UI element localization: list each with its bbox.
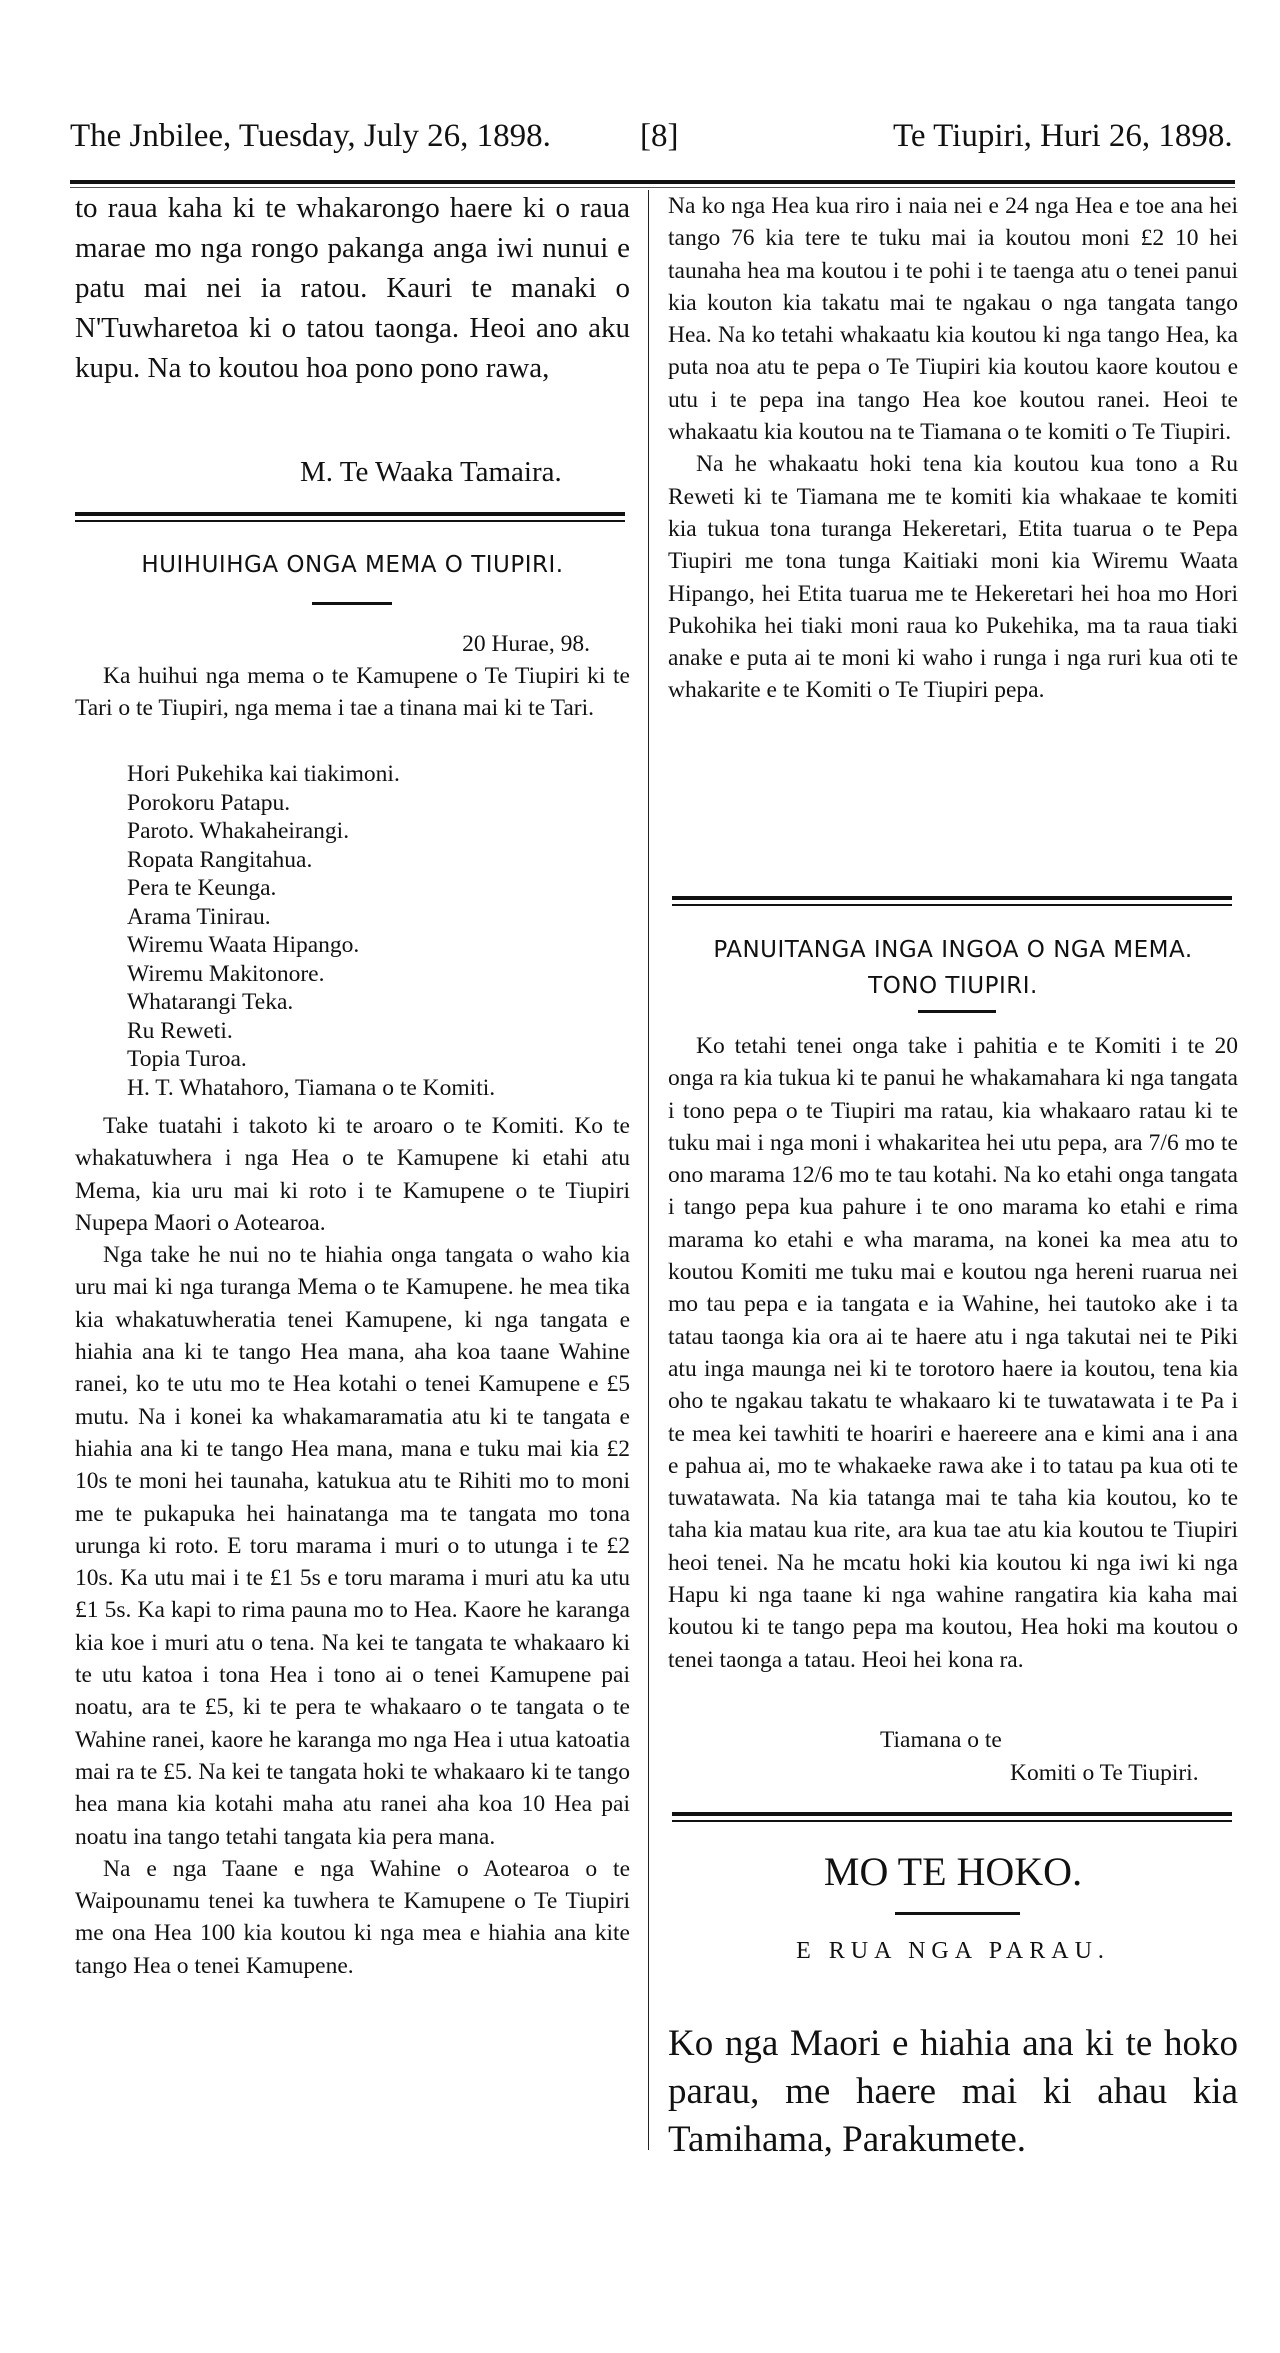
member-item: Whatarangi Teka. [127,989,294,1015]
member-item: Porokoru Patapu. [127,789,291,816]
notice-heading-line: TONO TIUPIRI. [868,973,1038,999]
section-rule-thin [672,904,1232,906]
meeting-intro: Ka huihui nga mema o te Kamupene o Te Tiupiri ki te Tari o te Tiupiri, nga mema i tae a tinana mai ki te Tari. [75,663,630,722]
header-right-date: Te Tiupiri, Huri 26, 1898. [893,118,1233,154]
member-item: Topia Turoa. [127,1046,247,1072]
member-list [75,760,630,1102]
member-item: Paroto. Whakaheirangi. [127,818,350,844]
member-item: Wiremu Waata Hipango. [127,932,360,958]
notice-sign-line: Komiti o Te Tiupiri. [1010,1760,1199,1786]
notice-heading-line: PANUITANGA INGA INGOA O NGA MEMA. [713,937,1193,963]
header-rule [70,180,1235,184]
page-number: [8] [640,118,679,154]
member-item: Wiremu Makitonore. [127,960,325,987]
section-rule [672,1812,1232,1816]
heading-short-rule [918,1010,996,1013]
meeting-heading: HUIHUIHGA ONGA MEMA O TIUPIRI. [141,552,564,578]
member-item: Hori Pukehika kai tiakimoni. [127,761,400,787]
meeting-paragraph: Take tuatahi i takoto ki te aroaro o te Komiti. Ko te whakatuwhera i nga Hea o te Kamupene ki etahi atu Mema, kia uru mai ki roto i te Kamupene o te Tiupiri Nupepa Maori o Aotearoa. [75,1113,630,1236]
meeting-body [75,1110,630,1982]
section-rule-thin [75,520,625,522]
secretary-paragraph: Na he whakaatu hoki tena kia koutou kua tono a Ru Reweti ki te Tiamana me te komiti kia whakaae te komiti kia tukua tona turanga Hekeretari, Etita tuarua o te Pepa Tiupiri me tona tunga Kaitiaki moni kia Wiremu Waata Hipango, hei Etita tuarua me te Hekeretari hei hoa mo Hori Pukohika hei tiaki moni raua ko Pukehika, ma ta raua tiaki anake e puta ai te moni ki waho i runga i nga ruri kua oti te whakarite e te Komiti o Te Tiupiri pepa. [668,451,1238,704]
member-item: Ru Reweti. [127,1017,233,1044]
meeting-date: 20 Hurae, 98. [462,631,590,657]
meeting-paragraph: Nga take he nui no te hiahia onga tangata o waho kia uru mai ki nga turanga Mema o te Kamupene. he mea tika kia whakatuwheratia tenei Kamupene, ki nga tangata e hiahia ana ki te tango Hea mana, aha koa taane Wahine ranei, ko te utu mo te Hea kotahi o tenei Kamupene e £5 mutu. Na i konei ka whakamaramatia atu ki te tangata e hiahia ana ki te tango Hea mana, mana e tuku mai kia £2 10s te moni hei taunaha, katukua atu te Rihiti mo to moni me te pukapuka hei hainatanga ma te tangata mo tona urunga ki roto. E toru marama i muri o to utunga i te £2 10s. Ka utu mai i te £1 5s e toru marama i muri atu ka utu £1 5s. Ka kapi to rima pauna mo to Hea. Kaore he karanga kia koe i muri atu o tena. Na kei te tangata te whakaaro ki te utu katoa i tona Hea i tono ai o tenei Kamupene pai noatu, ara te £5, ki te pera te whakaaro o te tangata o te Wahine ranei, kaore he karanga mo nga Hea i utua katoatia mai ra te £5. Na kei te tangata hoki te whakaaro ki te tango hea mana kia kotahi maha atu ranei aha koa 10 Hea pai noatu ina tango tetahi tangata kia pera mana. [75,1242,630,1850]
section-rule [75,512,625,516]
section-rule-thin [672,1820,1232,1822]
shares-article [668,190,1238,707]
advert-title: MO TE HOKO. [823,1849,1083,1894]
heading-short-rule [312,602,392,605]
chairman-line: H. T. Whatahoro, Tiamana o te Komiti. [127,1074,496,1101]
member-item: Pera te Keunga. [127,875,277,901]
letter-ending: to raua kaha ki te whakarongo haere ki o raua marae mo nga rongo pakanga anga iwi nunui e patu mai nei ia ratou. Kauri te manaki o N'Tuwharetoa ki o tatou taonga. Heoi ano aku kupu. Na to koutou hoa pono pono rawa, [75,192,630,384]
header-left-date: The Jnbilee, Tuesday, July 26, 1898. [70,118,551,154]
notice-sign-line: Tiamana o te [880,1727,1002,1753]
notice-heading [668,932,1238,1004]
notice-body: Ko tetahi tenei onga take i pahitia e te Komiti i te 20 onga ra kia tukua ki te panui he whakamahara ki nga tangata i tono pepa o te Tiupiri ma ratau, kia whakaaro ratau ki te tuku mai i nga moni i whakaritea hei utu pepa, ara 7/6 mo te ono marama 12/6 mo te tau kotahi. Na ko etahi onga tangata i tango pepa kua pahure i te ono marama ko etahi e rima marama ko etahi e wha marama, na konei ka mea atu to koutou Komiti me tuku mai e koutou nga hereni ruarua nei mo tau pepa e ia tangata e ia Wahine, hei tautoko ake i ta tatau taonga kia ora ai te haere atu i nga takutai nei te Piki atu inga maunga nei ki te torotoro haere ia koutou, tena kia oho te ngakau takatu te whakaaro ki te tuwatawata i te Pa i te mea kei tawhiti te hoariri e haereere ana e kimi ana i ana e pahua ai, mo te whakaeke rawa ake i to tatau pa kua oti te tuwatawata. Na kia tatanga mai te taha kia koutou, ko te taha kia matau kua rite, ara kua tae atu kia koutou te Tiupiri heoi tenei. Na he mcatu hoki kia koutou ki nga iwi ki nga Hapu ki nga taane ki nga wahine rangatira kia kaha mai koutou ki te tango pepa ma koutou, Hea hoki ma koutou o tenei taonga a tatau. Heoi hei kona ra. [668,1033,1238,1673]
member-item: Arama Tinirau. [127,903,271,930]
advert-short-rule [895,1912,1020,1915]
column-divider [648,190,649,2150]
shares-paragraph: Na ko nga Hea kua riro i naia nei e 24 nga Hea e toe ana hei tango 76 kia tere te tuku mai ia koutou moni £2 10 hei taunaha hea ma koutou i te pohi i te taenga atu o tenei panui kia kouton kia takatu mai te ngakau o nga tangata tango Hea. Na ko tetahi whakaatu kia koutou ki nga tango Hea, ka puta noa atu te pepa o Te Tiupiri kia koutou kaore koutou e utu i te pepa ina tango Hea koe koutou ranei. Heoi te whakaatu kia koutou na te Tiamana o te komiti o Te Tiupiri. [668,193,1238,446]
section-rule [672,896,1232,900]
meeting-paragraph: Na e nga Taane e nga Wahine o Aotearoa o te Waipounamu tenei ka tuwhera te Kamupene o Te Tiupiri me ona Hea 100 kia koutou ki nga mea e hiahia ana kite tango Hea o tenei Kamupene. [75,1855,630,1979]
letter-signature: M. Te Waaka Tamaira. [300,456,562,488]
member-item: Ropata Rangitahua. [127,846,313,873]
advert-body: Ko nga Maori e hiahia ana ki te hoko parau, me haere mai ki ahau kia Tamihama, Parakumete. [668,2023,1238,2160]
advert-subtitle: E RUA NGA PARAU. [796,1938,1110,1964]
